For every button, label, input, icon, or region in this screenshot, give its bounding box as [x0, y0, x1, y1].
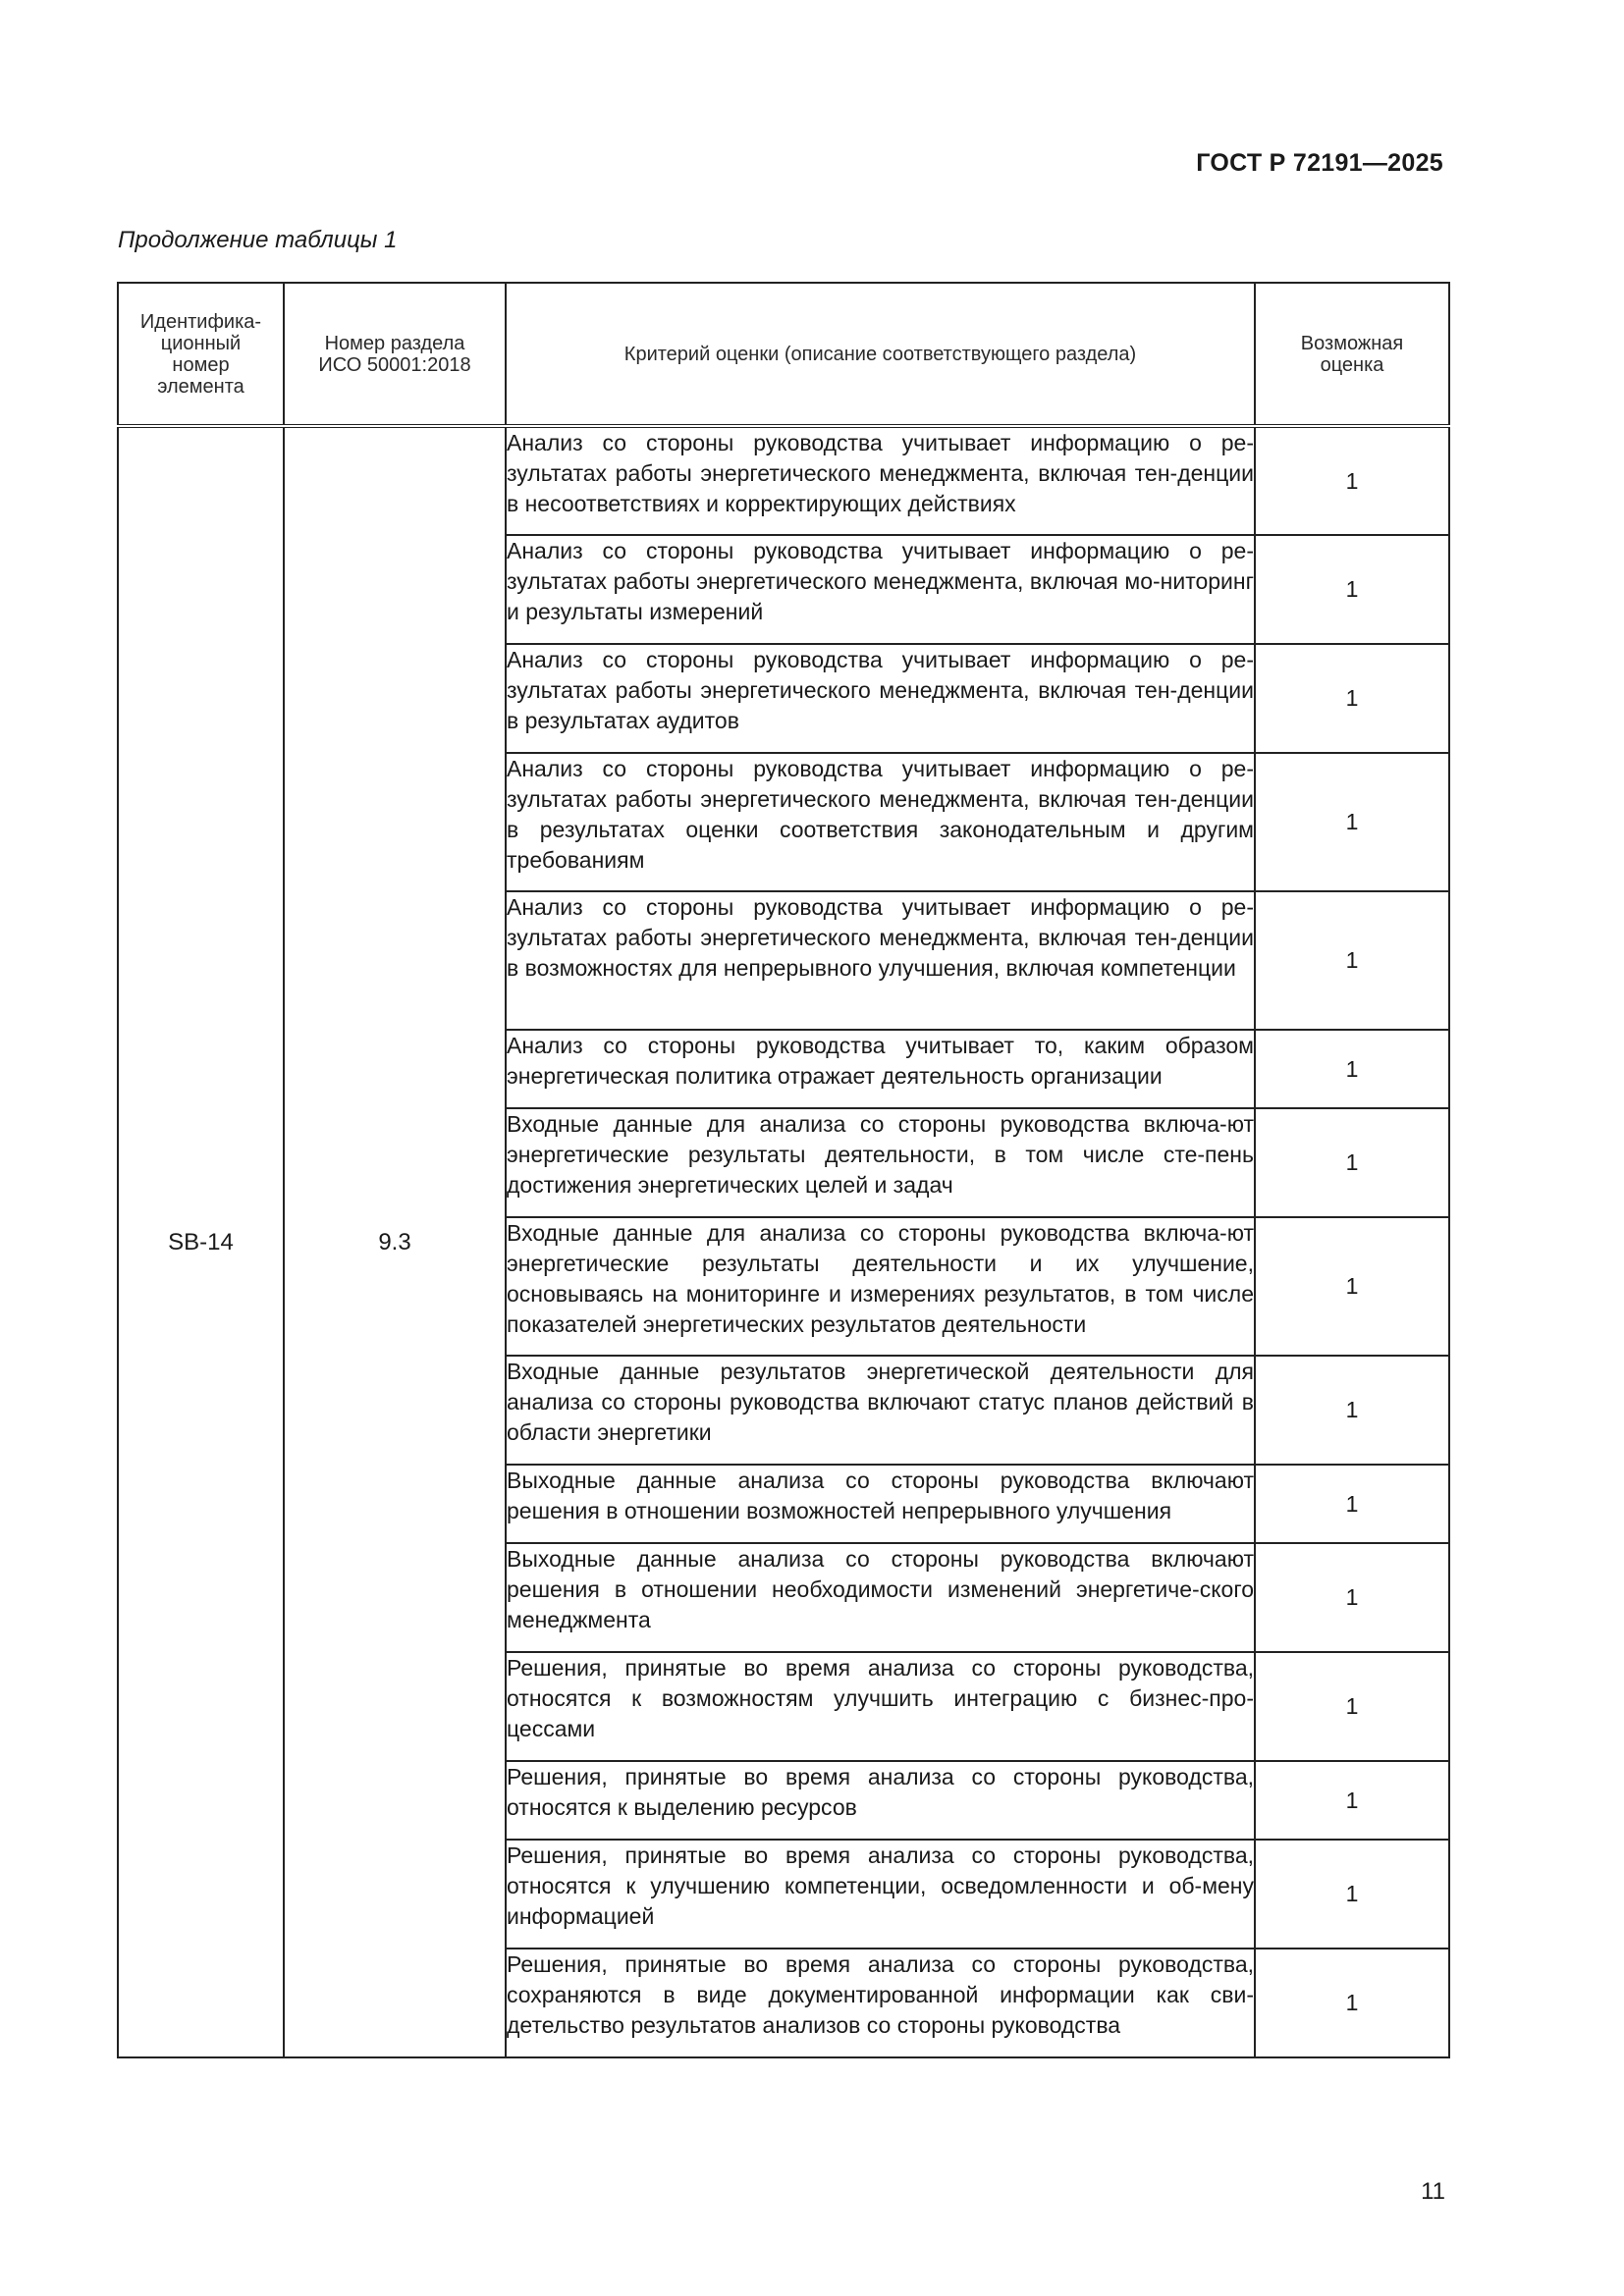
table-header-row — [118, 283, 1449, 426]
column-header-section-line1: Номер раздела — [324, 332, 465, 354]
criterion-cell: Решения, принятые во время анализа со стороны руководства, сохраняются в виде документированной информации как сви-детельство результатов анализов со стороны руководства — [506, 1949, 1255, 2057]
score-cell: 1 — [1255, 891, 1449, 1030]
column-header-section — [284, 283, 506, 426]
column-header-element-id-line1: Идентифика- — [139, 310, 262, 333]
score-cell: 1 — [1255, 753, 1449, 891]
score-cell: 1 — [1255, 1030, 1449, 1108]
column-header-element-id — [118, 283, 284, 426]
score-cell: 1 — [1255, 1108, 1449, 1217]
column-header-section-line2: ИСО 50001:2018 — [318, 353, 471, 376]
score-cell: 1 — [1255, 1543, 1449, 1652]
criterion-cell: Выходные данные анализа со стороны руководства включают решения в отношении необходимости изменений энергетиче-ского менеджмента — [506, 1543, 1255, 1652]
score-cell: 1 — [1255, 1356, 1449, 1465]
column-header-score-line2: оценка — [1320, 353, 1384, 376]
table-body — [118, 426, 1449, 2057]
score-cell: 1 — [1255, 1465, 1449, 1543]
criterion-cell: Входные данные для анализа со стороны руководства включа-ют энергетические результаты деятельности, в том числе сте-пень достижения энергетических целей и задач — [506, 1108, 1255, 1217]
score-cell: 1 — [1255, 644, 1449, 753]
column-header-score — [1255, 283, 1449, 426]
criterion-cell: Решения, принятые во время анализа со стороны руководства, относятся к возможностям улучшить интеграцию с бизнес-про-цессами — [506, 1652, 1255, 1761]
document-code: ГОСТ Р 72191—2025 — [1196, 149, 1443, 177]
column-header-element-id-line3: номер — [172, 353, 230, 376]
criterion-cell: Анализ со стороны руководства учитывает информацию о ре-зультатах работы энергетического менеджмента, включая тен-денции в результатах аудитов — [506, 644, 1255, 753]
score-cell: 1 — [1255, 426, 1449, 535]
table-continuation-caption: Продолжение таблицы 1 — [118, 227, 398, 253]
column-header-element-id-line2: ционный — [160, 332, 242, 354]
column-header-score-line1: Возможная — [1300, 332, 1404, 354]
score-cell: 1 — [1255, 535, 1449, 644]
element-id-cell: SB-14 — [118, 426, 284, 2057]
score-cell: 1 — [1255, 1217, 1449, 1356]
criterion-cell: Решения, принятые во время анализа со стороны руководства, относятся к выделению ресурсов — [506, 1761, 1255, 1840]
criterion-cell: Входные данные для анализа со стороны руководства включа-ют энергетические результаты деятельности и их улучшение, основываясь на мониторинге и измерениях результатов, в том числе показателей энергетических результатов деятельности — [506, 1217, 1255, 1356]
column-header-criterion: Критерий оценки (описание соответствующего раздела) — [506, 283, 1255, 426]
score-cell: 1 — [1255, 1761, 1449, 1840]
table-row — [118, 426, 1449, 535]
score-cell: 1 — [1255, 1949, 1449, 2057]
criterion-cell: Анализ со стороны руководства учитывает информацию о ре-зультатах работы энергетического менеджмента, включая тен-денции в возможностях для непрерывного улучшения, включая компетенции — [506, 891, 1255, 1030]
score-cell: 1 — [1255, 1652, 1449, 1761]
criterion-cell: Анализ со стороны руководства учитывает то, каким образом энергетическая политика отражает деятельность организации — [506, 1030, 1255, 1108]
criteria-table — [117, 282, 1450, 2058]
criterion-cell: Входные данные результатов энергетической деятельности для анализа со стороны руководства включают статус планов действий в области энергетики — [506, 1356, 1255, 1465]
criterion-cell: Анализ со стороны руководства учитывает информацию о ре-зультатах работы энергетического менеджмента, включая мо-ниторинг и результаты измерений — [506, 535, 1255, 644]
criterion-cell: Анализ со стороны руководства учитывает информацию о ре-зультатах работы энергетического менеджмента, включая тен-денции в результатах оценки соответствия законодательным и другим требованиям — [506, 753, 1255, 891]
criterion-cell: Решения, принятые во время анализа со стороны руководства, относятся к улучшению компетенции, осведомленности и об-мену информацией — [506, 1840, 1255, 1949]
column-header-element-id-line4: элемента — [157, 375, 244, 398]
criterion-cell: Анализ со стороны руководства учитывает информацию о ре-зультатах работы энергетического менеджмента, включая тен-денции в несоответствиях и корректирующих действиях — [506, 426, 1255, 535]
score-cell: 1 — [1255, 1840, 1449, 1949]
section-number-cell: 9.3 — [284, 426, 506, 2057]
page-number: 11 — [1421, 2178, 1445, 2205]
criterion-cell: Выходные данные анализа со стороны руководства включают решения в отношении возможностей непрерывного улучшения — [506, 1465, 1255, 1543]
